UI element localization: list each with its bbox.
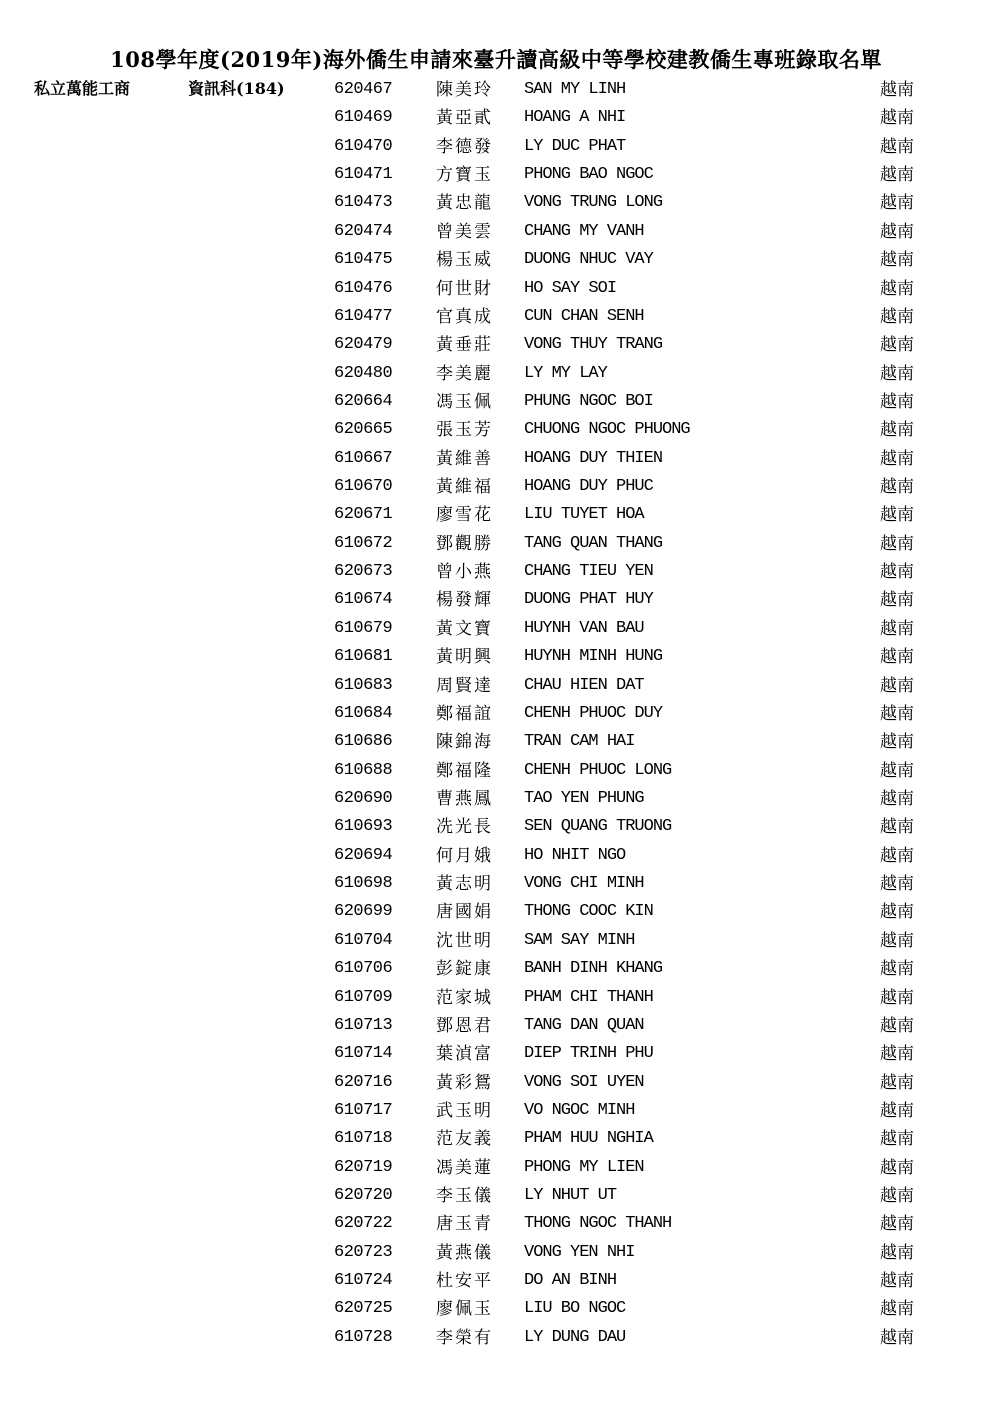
table-row bbox=[0, 275, 992, 303]
chinese-name: 黃垂莊 bbox=[436, 335, 493, 356]
english-name: HOANG A NHI bbox=[524, 108, 626, 128]
table-row bbox=[0, 76, 992, 104]
english-name: SAN MY LINH bbox=[524, 80, 626, 99]
country: 越南 bbox=[880, 732, 914, 753]
chinese-name: 黃志明 bbox=[436, 874, 493, 895]
english-name: HOANG DUY PHUC bbox=[524, 477, 653, 497]
chinese-name: 楊發輝 bbox=[436, 590, 493, 611]
chinese-name: 方寶玉 bbox=[436, 165, 493, 186]
english-name: TANG QUAN THANG bbox=[524, 533, 663, 553]
chinese-name: 鄭福誼 bbox=[436, 703, 493, 724]
student-id: 610724 bbox=[334, 1271, 393, 1291]
english-name: CHUONG NGOC PHUONG bbox=[524, 420, 690, 440]
chinese-name: 張玉芳 bbox=[436, 420, 493, 441]
country: 越南 bbox=[880, 590, 914, 611]
country: 越南 bbox=[880, 420, 914, 441]
table-row bbox=[0, 104, 992, 132]
country: 越南 bbox=[880, 987, 914, 1008]
country: 越南 bbox=[880, 703, 914, 724]
table-row bbox=[0, 757, 992, 785]
country: 越南 bbox=[880, 1271, 914, 1292]
student-id: 610728 bbox=[334, 1327, 393, 1347]
table-row bbox=[0, 1324, 992, 1352]
student-id: 620474 bbox=[334, 221, 393, 241]
country: 越南 bbox=[880, 136, 914, 157]
english-name: VONG SOI UYEN bbox=[524, 1072, 644, 1092]
table-row bbox=[0, 1182, 992, 1210]
english-name: TRAN CAM HAI bbox=[524, 732, 635, 752]
student-id: 620673 bbox=[334, 562, 393, 582]
country: 越南 bbox=[880, 533, 914, 554]
chinese-name: 馮美蓮 bbox=[436, 1157, 493, 1178]
chinese-name: 范友義 bbox=[436, 1129, 493, 1150]
student-id: 610477 bbox=[334, 306, 393, 326]
table-row bbox=[0, 530, 992, 558]
country: 越南 bbox=[880, 1015, 914, 1036]
country: 越南 bbox=[880, 108, 914, 129]
student-id: 610683 bbox=[334, 675, 393, 695]
country: 越南 bbox=[880, 335, 914, 356]
chinese-name: 唐國娟 bbox=[436, 902, 493, 923]
english-name: TAO YEN PHUNG bbox=[524, 788, 644, 808]
country: 越南 bbox=[880, 845, 914, 866]
country: 越南 bbox=[880, 1044, 914, 1065]
chinese-name: 冼光長 bbox=[436, 817, 493, 838]
english-name: PHONG MY LIEN bbox=[524, 1157, 644, 1177]
student-id: 620665 bbox=[334, 420, 393, 440]
country: 越南 bbox=[880, 221, 914, 242]
table-row bbox=[0, 1040, 992, 1068]
table-row bbox=[0, 1267, 992, 1295]
student-id: 610469 bbox=[334, 108, 393, 128]
student-id: 620722 bbox=[334, 1214, 393, 1234]
country: 越南 bbox=[880, 278, 914, 299]
country: 越南 bbox=[880, 363, 914, 384]
english-name: DUONG PHAT HUY bbox=[524, 590, 653, 610]
english-name: PHONG BAO NGOC bbox=[524, 165, 653, 185]
chinese-name: 黃彩鴛 bbox=[436, 1072, 493, 1093]
english-name: SEN QUANG TRUONG bbox=[524, 817, 672, 837]
table-row bbox=[0, 360, 992, 388]
table-row bbox=[0, 813, 992, 841]
country: 越南 bbox=[880, 165, 914, 186]
chinese-name: 唐玉青 bbox=[436, 1214, 493, 1235]
country: 越南 bbox=[880, 250, 914, 271]
english-name: PHAM HUU NGHIA bbox=[524, 1129, 653, 1149]
country: 越南 bbox=[880, 760, 914, 781]
table-row bbox=[0, 955, 992, 983]
student-id: 610681 bbox=[334, 647, 393, 667]
chinese-name: 李德發 bbox=[436, 136, 493, 157]
chinese-name: 陳美玲 bbox=[436, 80, 493, 100]
country: 越南 bbox=[880, 1072, 914, 1093]
student-id: 610679 bbox=[334, 618, 393, 638]
country: 越南 bbox=[880, 1327, 914, 1348]
chinese-name: 官真成 bbox=[436, 306, 493, 327]
english-name: DIEP TRINH PHU bbox=[524, 1044, 653, 1064]
chinese-name: 廖雪花 bbox=[436, 505, 493, 526]
student-id: 610698 bbox=[334, 874, 393, 894]
chinese-name: 馮玉佩 bbox=[436, 391, 493, 412]
country: 越南 bbox=[880, 1100, 914, 1121]
country: 越南 bbox=[880, 562, 914, 583]
chinese-name: 沈世明 bbox=[436, 930, 493, 951]
english-name: PHUNG NGOC BOI bbox=[524, 391, 653, 411]
chinese-name: 李美麗 bbox=[436, 363, 493, 384]
english-name: VONG THUY TRANG bbox=[524, 335, 663, 355]
english-name: HUYNH MINH HUNG bbox=[524, 647, 663, 667]
student-id: 610473 bbox=[334, 193, 393, 213]
english-name: LY MY LAY bbox=[524, 363, 607, 383]
chinese-name: 鄭福隆 bbox=[436, 760, 493, 781]
english-name: LIU BO NGOC bbox=[524, 1299, 626, 1319]
student-id: 620725 bbox=[334, 1299, 393, 1319]
english-name: THONG COOC KIN bbox=[524, 902, 653, 922]
country: 越南 bbox=[880, 1186, 914, 1207]
table-row bbox=[0, 189, 992, 217]
country: 越南 bbox=[880, 959, 914, 980]
chinese-name: 李榮有 bbox=[436, 1327, 493, 1348]
chinese-name: 黃忠龍 bbox=[436, 193, 493, 214]
country: 越南 bbox=[880, 306, 914, 327]
table-row bbox=[0, 473, 992, 501]
chinese-name: 曹燕鳳 bbox=[436, 788, 493, 809]
table-row bbox=[0, 870, 992, 898]
page-title: 108學年度(2019年)海外僑生申請來臺升讀高級中等學校建教僑生專班錄取名單 bbox=[110, 47, 882, 72]
chinese-name: 鄧恩君 bbox=[436, 1015, 493, 1036]
table-row bbox=[0, 672, 992, 700]
chinese-name: 何月娥 bbox=[436, 845, 493, 866]
english-name: PHAM CHI THANH bbox=[524, 987, 653, 1007]
english-name: LIU TUYET HOA bbox=[524, 505, 644, 525]
student-id: 610475 bbox=[334, 250, 393, 270]
chinese-name: 范家城 bbox=[436, 987, 493, 1008]
student-id: 610674 bbox=[334, 590, 393, 610]
table-row bbox=[0, 331, 992, 359]
chinese-name: 黃文寶 bbox=[436, 618, 493, 639]
student-id: 610706 bbox=[334, 959, 393, 979]
english-name: VONG CHI MINH bbox=[524, 874, 644, 894]
table-row bbox=[0, 388, 992, 416]
table-row bbox=[0, 558, 992, 586]
english-name: LY DUC PHAT bbox=[524, 136, 626, 156]
table-row bbox=[0, 1069, 992, 1097]
student-id: 610476 bbox=[334, 278, 393, 298]
english-name: HUYNH VAN BAU bbox=[524, 618, 644, 638]
table-row bbox=[0, 898, 992, 926]
student-id: 610670 bbox=[334, 477, 393, 497]
student-id: 610693 bbox=[334, 817, 393, 837]
english-name: CHANG TIEU YEN bbox=[524, 562, 653, 582]
student-id: 610667 bbox=[334, 448, 393, 468]
table-row bbox=[0, 643, 992, 671]
table-row bbox=[0, 728, 992, 756]
country: 越南 bbox=[880, 817, 914, 838]
english-name: LY DUNG DAU bbox=[524, 1327, 626, 1347]
student-id: 620694 bbox=[334, 845, 393, 865]
english-name: VONG YEN NHI bbox=[524, 1242, 635, 1262]
english-name: VONG TRUNG LONG bbox=[524, 193, 663, 213]
table-row bbox=[0, 842, 992, 870]
table-row bbox=[0, 501, 992, 529]
chinese-name: 武玉明 bbox=[436, 1100, 493, 1121]
english-name: DO AN BINH bbox=[524, 1271, 617, 1291]
country: 越南 bbox=[880, 1129, 914, 1150]
table-row bbox=[0, 1125, 992, 1153]
table-row bbox=[0, 1239, 992, 1267]
student-id: 620720 bbox=[334, 1186, 393, 1206]
english-name: VO NGOC MINH bbox=[524, 1100, 635, 1120]
table-row bbox=[0, 586, 992, 614]
country: 越南 bbox=[880, 1299, 914, 1320]
table-row bbox=[0, 1097, 992, 1125]
student-id: 610718 bbox=[334, 1129, 393, 1149]
school-name: 私立萬能工商 bbox=[34, 79, 131, 98]
chinese-name: 黃明興 bbox=[436, 647, 493, 668]
student-id: 620479 bbox=[334, 335, 393, 355]
english-name: CHENH PHUOC LONG bbox=[524, 760, 672, 780]
country: 越南 bbox=[880, 874, 914, 895]
country: 越南 bbox=[880, 902, 914, 923]
student-id: 610686 bbox=[334, 732, 393, 752]
chinese-name: 黃燕儀 bbox=[436, 1242, 493, 1263]
chinese-name: 曾美雲 bbox=[436, 221, 493, 242]
admission-list bbox=[0, 76, 992, 1352]
country: 越南 bbox=[880, 477, 914, 498]
student-id: 620723 bbox=[334, 1242, 393, 1262]
country: 越南 bbox=[880, 80, 914, 100]
student-id: 610704 bbox=[334, 930, 393, 950]
student-id: 610713 bbox=[334, 1015, 393, 1035]
country: 越南 bbox=[880, 1214, 914, 1235]
english-name: THONG NGOC THANH bbox=[524, 1214, 672, 1234]
chinese-name: 鄧觀勝 bbox=[436, 533, 493, 554]
student-id: 620699 bbox=[334, 902, 393, 922]
chinese-name: 陳錦海 bbox=[436, 732, 493, 753]
student-id: 620480 bbox=[334, 363, 393, 383]
chinese-name: 楊玉威 bbox=[436, 250, 493, 271]
country: 越南 bbox=[880, 675, 914, 696]
student-id: 620690 bbox=[334, 788, 393, 808]
student-id: 620671 bbox=[334, 505, 393, 525]
table-row bbox=[0, 445, 992, 473]
chinese-name: 黃亞貳 bbox=[436, 108, 493, 129]
chinese-name: 黃維福 bbox=[436, 477, 493, 498]
student-id: 610684 bbox=[334, 703, 393, 723]
table-row bbox=[0, 785, 992, 813]
table-row bbox=[0, 161, 992, 189]
english-name: HO SAY SOI bbox=[524, 278, 617, 298]
english-name: CHANG MY VANH bbox=[524, 221, 644, 241]
table-row bbox=[0, 1210, 992, 1238]
country: 越南 bbox=[880, 788, 914, 809]
table-row bbox=[0, 700, 992, 728]
table-row bbox=[0, 246, 992, 274]
table-row bbox=[0, 927, 992, 955]
student-id: 610672 bbox=[334, 533, 393, 553]
chinese-name: 廖佩玉 bbox=[436, 1299, 493, 1320]
english-name: CHENH PHUOC DUY bbox=[524, 703, 663, 723]
student-id: 620716 bbox=[334, 1072, 393, 1092]
english-name: HO NHIT NGO bbox=[524, 845, 626, 865]
student-id: 610717 bbox=[334, 1100, 393, 1120]
country: 越南 bbox=[880, 505, 914, 526]
english-name: HOANG DUY THIEN bbox=[524, 448, 663, 468]
country: 越南 bbox=[880, 448, 914, 469]
country: 越南 bbox=[880, 1242, 914, 1263]
chinese-name: 曾小燕 bbox=[436, 562, 493, 583]
country: 越南 bbox=[880, 618, 914, 639]
country: 越南 bbox=[880, 391, 914, 412]
chinese-name: 黃維善 bbox=[436, 448, 493, 469]
country: 越南 bbox=[880, 1157, 914, 1178]
table-row bbox=[0, 1295, 992, 1323]
table-row bbox=[0, 1154, 992, 1182]
student-id: 620467 bbox=[334, 80, 393, 99]
table-row bbox=[0, 1012, 992, 1040]
table-row bbox=[0, 133, 992, 161]
country: 越南 bbox=[880, 647, 914, 668]
english-name: CHAU HIEN DAT bbox=[524, 675, 644, 695]
chinese-name: 周賢達 bbox=[436, 675, 493, 696]
chinese-name: 杜安平 bbox=[436, 1271, 493, 1292]
country: 越南 bbox=[880, 193, 914, 214]
table-row bbox=[0, 218, 992, 246]
english-name: LY NHUT UT bbox=[524, 1186, 617, 1206]
student-id: 610688 bbox=[334, 760, 393, 780]
table-row bbox=[0, 416, 992, 444]
student-id: 620664 bbox=[334, 391, 393, 411]
table-row bbox=[0, 984, 992, 1012]
student-id: 610709 bbox=[334, 987, 393, 1007]
english-name: CUN CHAN SENH bbox=[524, 306, 644, 326]
chinese-name: 彭錠康 bbox=[436, 959, 493, 980]
department-name: 資訊科(184) bbox=[188, 79, 285, 98]
chinese-name: 何世財 bbox=[436, 278, 493, 299]
english-name: SAM SAY MINH bbox=[524, 930, 635, 950]
student-id: 610471 bbox=[334, 165, 393, 185]
english-name: BANH DINH KHANG bbox=[524, 959, 663, 979]
chinese-name: 李玉儀 bbox=[436, 1186, 493, 1207]
student-id: 620719 bbox=[334, 1157, 393, 1177]
table-row bbox=[0, 615, 992, 643]
english-name: DUONG NHUC VAY bbox=[524, 250, 653, 270]
english-name: TANG DAN QUAN bbox=[524, 1015, 644, 1035]
country: 越南 bbox=[880, 930, 914, 951]
student-id: 610470 bbox=[334, 136, 393, 156]
chinese-name: 葉湞富 bbox=[436, 1044, 493, 1065]
table-row bbox=[0, 303, 992, 331]
student-id: 610714 bbox=[334, 1044, 393, 1064]
